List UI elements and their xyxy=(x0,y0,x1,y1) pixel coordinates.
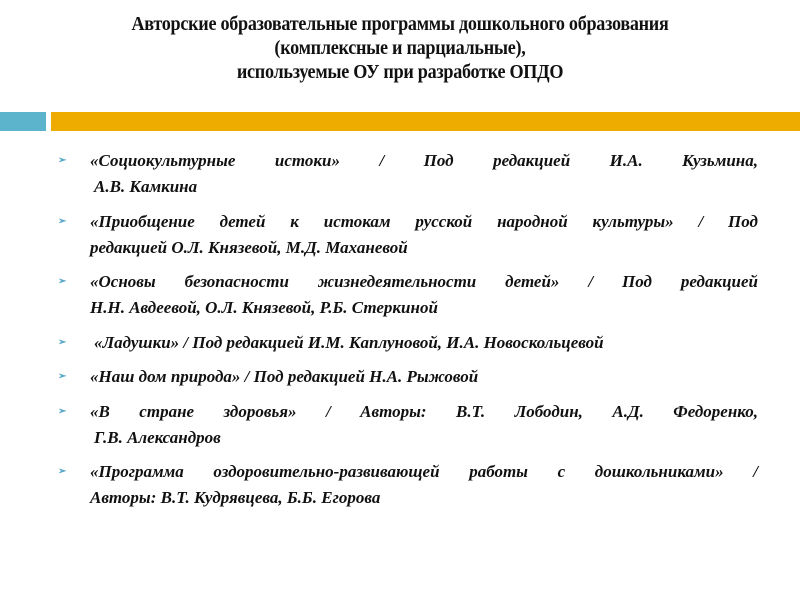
arrowhead-bullet-icon: ➢ xyxy=(58,215,67,227)
item-line: «Наш дом природа» / Под редакцией Н.А. Рыжовой xyxy=(90,367,479,386)
title-line: Авторские образовательные программы дошкольного образования xyxy=(131,14,669,35)
list-item xyxy=(58,459,758,511)
accent-bar-main xyxy=(51,112,800,131)
program-list xyxy=(58,148,758,520)
item-line: «Ладушки» / Под редакцией И.М. Каплуновой, И.А. Новоскольцевой xyxy=(94,332,604,352)
list-item xyxy=(58,209,758,261)
item-line: Авторы: В.Т. Кудрявцева, Б.Б. Егорова xyxy=(90,488,381,507)
list-item xyxy=(58,269,758,321)
arrowhead-bullet-icon: ➢ xyxy=(58,336,67,348)
item-line: Г.В. Александров xyxy=(94,427,221,447)
item-line: «Основы безопасности жизнедеятельности детей» / Под редакцией xyxy=(90,272,758,291)
list-item xyxy=(58,399,758,451)
arrowhead-bullet-icon: ➢ xyxy=(58,405,67,417)
item-line: Н.Н. Авдеевой, О.Л. Князевой, Р.Б. Стеркиной xyxy=(90,298,438,317)
list-item xyxy=(58,148,758,200)
item-line: А.В. Камкина xyxy=(94,177,198,196)
list-item xyxy=(58,330,758,356)
item-line: редакцией О.Л. Князевой, М.Д. Маханевой xyxy=(90,237,408,257)
accent-bar-left xyxy=(0,112,46,131)
arrowhead-bullet-icon: ➢ xyxy=(58,155,67,166)
arrowhead-bullet-icon: ➢ xyxy=(58,466,67,477)
list-item xyxy=(58,364,758,390)
title-line: используемые ОУ при разработке ОПДО xyxy=(236,62,564,83)
title-line: (комплексные и парциальные), xyxy=(274,38,526,59)
item-line: «В стране здоровья» / Авторы: В.Т. Лободин, А.Д. Федоренко, xyxy=(90,401,758,421)
arrowhead-bullet-icon: ➢ xyxy=(58,371,67,382)
item-line: «Социокультурные истоки» / Под редакцией И.А. Кузьмина, xyxy=(90,151,758,170)
item-line: «Приобщение детей к истокам русской народной культуры» / Под xyxy=(90,211,758,231)
slide-title xyxy=(28,13,772,85)
item-line: «Программа оздоровительно-развивающей работы с дошкольниками» / xyxy=(90,462,758,481)
arrowhead-bullet-icon: ➢ xyxy=(58,276,67,287)
